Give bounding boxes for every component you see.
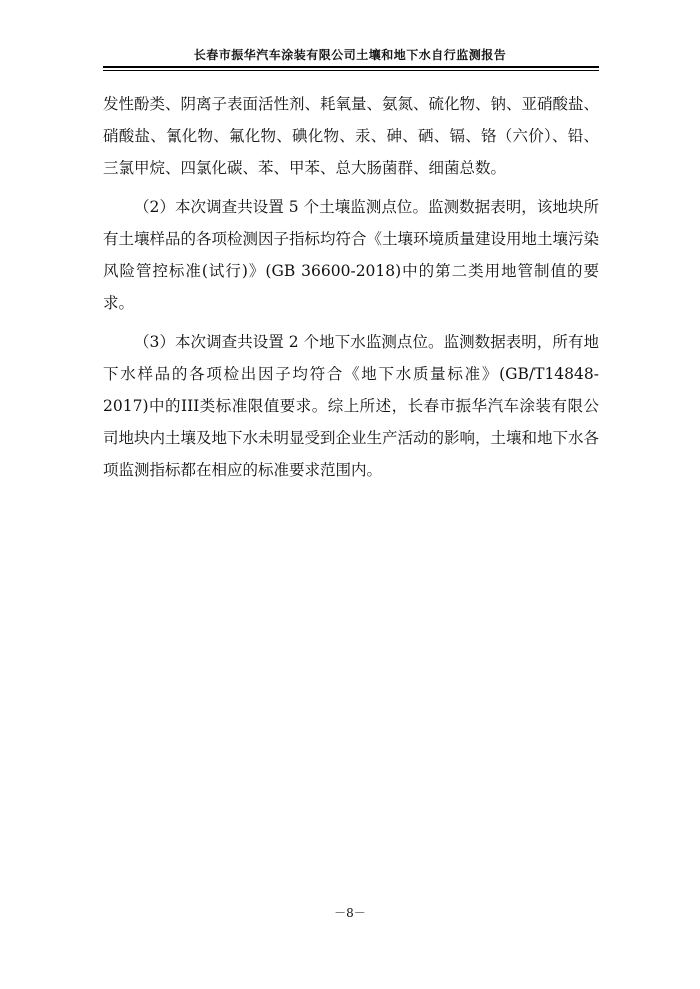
paragraph-continued: 发性酚类、阴离子表面活性剂、耗氧量、氨氮、硫化物、钠、亚硝酸盐、硝酸盐、氰化物、氟化物、碘化物、汞、砷、硒、镉、铬（六价）、铅、三氯甲烷、四氯化碳、苯、甲苯、总大肠菌群、细菌总数。 [103,95,600,177]
report-body [103,88,599,493]
paragraph-groundwater-results: （3）本次调查共设置 2 个地下水监测点位。监测数据表明，所有地下水样品的各项检出因子均符合《地下水质量标准》(GB/T14848-2017)中的III类标准限值要求。综上所述，长春市振华汽车涂装有限公司地块内土壤及地下水未明显受到企业生产活动的影响，土壤和地下水各项监测指标都在相应的标准要求范围内。 [103,333,600,479]
page-number: －8－ [334,906,366,920]
paragraph-soil-results: （2）本次调查共设置 5 个土壤监测点位。监测数据表明，该地块所有土壤样品的各项检测因子指标均符合《土壤环境质量建设用地土壤污染风险管控标准(试行)》(GB 36600-2018)中的第二类用地管制值的要求。 [103,198,600,312]
header-divider-thick [103,66,599,68]
header-divider-thin [103,70,599,71]
report-header-title: 长春市振华汽车涂装有限公司土壤和地下水自行监测报告 [193,48,507,62]
